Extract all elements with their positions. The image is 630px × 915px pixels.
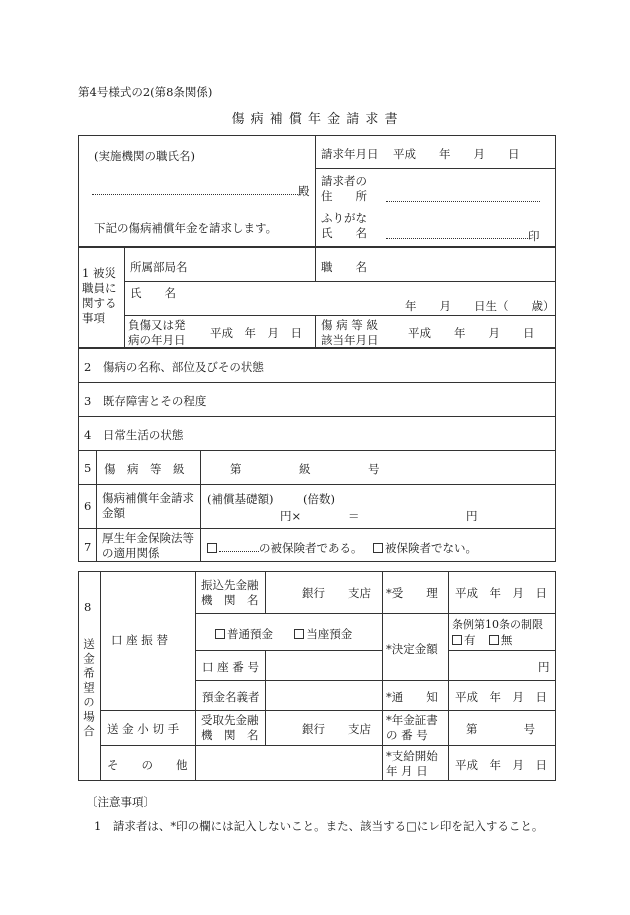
dept-label: 所属部局名 [130,260,188,274]
receipt-label: *受 理 [386,586,438,600]
remittance-label: 送金希望の場合 [82,638,96,740]
address-label: 請求者の 住 所 [321,174,367,203]
disability-grade-value[interactable]: 第 級 号 [230,462,380,476]
agency-name-line[interactable] [92,188,300,195]
bank-name-value[interactable]: 銀行 支店 [302,586,371,600]
account-holder-label: 預金名義者 [202,690,260,704]
other-label: そ の 他 [107,758,188,772]
sections-2-7 [78,348,556,562]
checkbox-icon[interactable] [215,629,225,639]
section-8-number: 8 [84,600,92,614]
disability-grade-label: 傷 病 等 級 [104,462,185,476]
checkbox-icon [489,635,499,645]
request-statement: 下記の傷病補償年金を請求します。 [94,221,278,235]
post-label: 職 名 [321,260,367,274]
insured-option[interactable]: の被保険者である。 [207,540,363,556]
address-field[interactable] [386,197,540,202]
bank-name-label: 振込先金融 機 関 名 [201,578,259,607]
receipt-date: 平成 年 月 日 [455,586,547,600]
notes-heading: 〔注意事項〕 [86,795,155,809]
certificate-label: *年金証書 の 番 号 [386,713,438,742]
recv-bank-value[interactable]: 銀行 支店 [302,722,371,736]
multiplier-label: (倍数) [303,492,335,506]
grade-date-label: 傷 病 等 級 該当年月日 [321,318,379,347]
section-1-label: 1 被災職員に関する事項 [82,266,117,325]
base-amount-label: (補償基礎額) [207,492,274,506]
decided-yen: 円 [538,660,550,674]
grade-date-value[interactable]: 平成 年 月 日 [408,326,535,340]
section-5-number: 5 [84,461,92,475]
request-date-value[interactable]: 平成 年 月 日 [393,147,520,161]
disease-status-label: 2 傷病の名称、部位及びその状態 [84,360,264,374]
furigana-name-label: ふりがな 氏 名 [321,211,367,240]
daily-life-label: 4 日常生活の状態 [84,428,184,442]
decided-amount-label: *決定金額 [386,642,438,656]
dono-label: 殿 [298,184,310,198]
recv-bank-label: 受取先金融 機 関 名 [201,713,259,742]
injury-date-label: 負傷又は発 病の年月日 [128,318,186,347]
insurance-label: 厚生年金保険法等 の適用関係 [102,531,194,560]
checkbox-icon [452,635,462,645]
request-date-label: 請求年月日 [321,147,379,161]
account-transfer-label: 口 座 振 替 [111,633,168,647]
section-7-number: 7 [84,540,92,554]
account-number-label: 口 座 番 号 [202,660,259,674]
agency-label: (実施機関の職氏名) [94,149,195,163]
checkbox-icon[interactable] [373,543,383,553]
payment-start-label: *支給開始 年 月 日 [386,749,438,778]
certificate-number: 第 号 [466,722,535,736]
section-8 [78,571,556,781]
section-6-number: 6 [84,499,92,513]
notice-date: 平成 年 月 日 [455,690,547,704]
article-10-label: 条例第10条の制限 [452,618,543,631]
existing-disability-label: 3 既存障害とその程度 [84,394,207,408]
yen-times: 円× [280,509,302,523]
deposit-type[interactable]: 普通預金 当座預金 [215,626,352,642]
result-yen: 円 [466,509,478,523]
note-1: 1 請求者は、*印の欄には記入しないこと。また、該当する□にレ印を記入すること。 [94,819,544,833]
pension-amount-label: 傷病補償年金請求 金額 [102,491,194,520]
checkbox-icon[interactable] [207,543,217,553]
restriction-options: 有 無 [452,632,512,648]
staff-name-label: 氏 名 [130,286,176,300]
injury-date-value[interactable]: 平成 年 月 日 [210,326,302,340]
notice-label: *通 知 [386,690,438,704]
seal-mark: 印 [528,229,540,243]
payment-start-date: 平成 年 月 日 [455,758,547,772]
form-number: 第4号様式の2(第8条関係) [78,85,213,99]
birth-date-field[interactable]: 年 月 日生（ 歳） [405,299,555,313]
equals-sign: ＝ [348,509,360,523]
remittance-check-label: 送 金 小 切 手 [107,722,180,736]
form-title: 傷 病 補 償 年 金 請 求 書 [231,112,399,127]
claimant-name-field[interactable] [386,234,528,239]
checkbox-icon[interactable] [294,629,304,639]
not-insured-option[interactable]: 被保険者でない。 [373,540,477,556]
